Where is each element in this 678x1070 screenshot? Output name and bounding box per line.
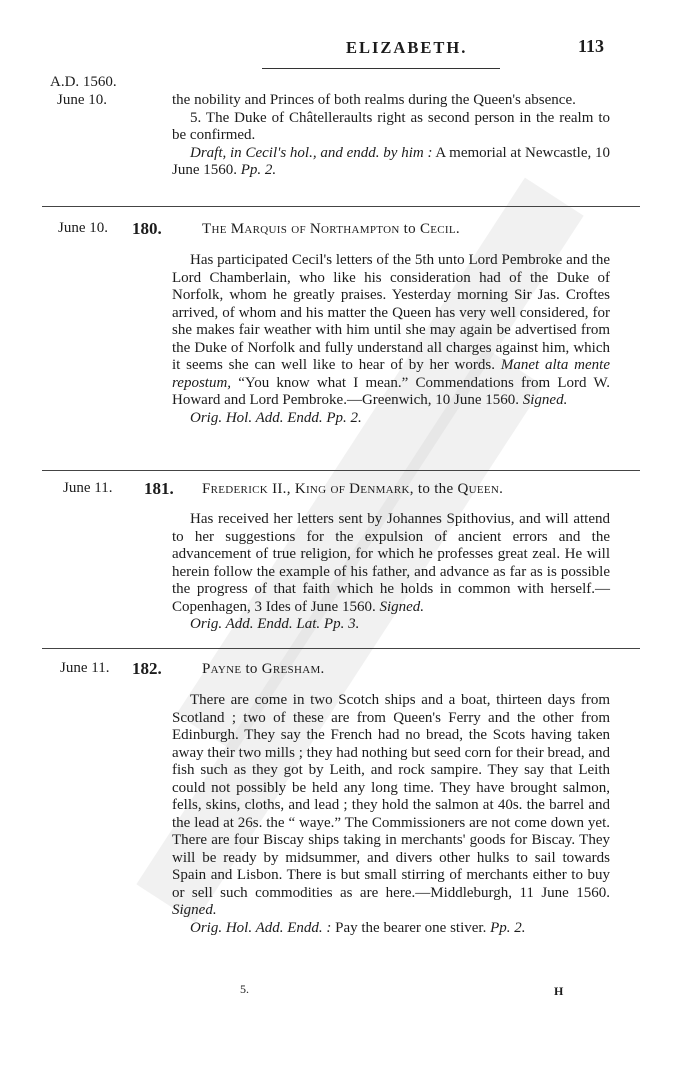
running-title: ELIZABETH. — [346, 38, 468, 57]
page-number: 113 — [578, 36, 605, 56]
header-rule — [262, 68, 500, 69]
entry-number: 180. — [132, 219, 162, 238]
heading-to: to — [241, 661, 262, 677]
body-text: Has participated Cecil's letters of the 5th unto Lord Pembroke and the Lord Chamberlain, who like his consideration had of the Duke of Norfolk, whom he greatly praises. Yesterday morning Sir Jas. Croftes arrived, of whom and his matter the Queen has very well considered, for she makes fair weather with him until she may again be advertised from the Duke of Norfolk and fully understand all charges against him, which it seems she can well like to hear of by her words. — [172, 252, 610, 373]
heading-recipient: Queen. — [457, 481, 504, 497]
entry-number: 181. — [144, 479, 174, 498]
signature-mark-right: H — [554, 984, 564, 998]
signature-mark-left: 5. — [240, 982, 249, 996]
entry-body — [172, 692, 610, 937]
heading-sender: The Marquis of Northampton — [202, 221, 400, 237]
entry-heading — [202, 661, 325, 678]
body-text: There are come in two Scotch ships and a boat, thirteen days from Scotland ; two of these are from Queen's Ferry and the other from Edinburgh. They say the French had no bread, the Scots having taken away their two mills ; they had nothing but seed corn for their bread, and fish such as they got by Leith, and rock sampire. They say that Leith could not possibly be held any long time. They have brought salmon, fells, skins, cloths, and lead ; they hold the salmon at 40s. the barrel and the lead at 26s. the “ waye.” The Commissioners are not come down yet. There are four Biscay ships taking in merchants' goods for Biscay. They will be ready by midsummer, and divers other hulks to sail towards Spain and Lisbon. There is but small stirring of merchants either to buy or sell such commodities as are here.—Middleburgh, 11 June 1560. — [172, 692, 610, 901]
continuation-note — [172, 145, 610, 180]
entry-paragraph — [172, 692, 610, 920]
endorsement-pages: Pp. 2. — [490, 919, 526, 936]
entry-body — [172, 511, 610, 634]
latin-quote: Manet alta mente repostum, — [172, 357, 610, 391]
note-italic: Draft, in Cecil's hol., and endd. by him : — [190, 144, 433, 161]
endorsement-plain: Pay the bearer one stiver. — [331, 919, 487, 936]
note-plain: A memorial at Newcastle, 10 June 1560. — [172, 144, 610, 178]
note-pages: Pp. 2. — [240, 162, 277, 178]
entry-date: June 11. — [60, 660, 110, 676]
margin-date: June 10. — [57, 92, 107, 108]
entry-body — [172, 252, 610, 427]
entry-heading — [202, 221, 460, 238]
section-separator — [42, 648, 640, 649]
endorsement: Orig. Hol. Add. Endd. Pp. 2. — [190, 409, 362, 426]
heading-to: to — [399, 221, 420, 237]
endorsement-italic: Orig. Hol. Add. Endd. : — [190, 919, 332, 936]
entry-heading — [202, 481, 503, 498]
section-separator — [42, 470, 640, 471]
body-text: “You know what I mean.” Commendations from Lord W. Howard and Lord Pembroke.—Greenwich, 10 June 1560. — [172, 374, 610, 408]
heading-recipient: Cecil. — [419, 221, 460, 237]
entry-paragraph — [172, 252, 610, 410]
continuation-line: 5. The Duke of Châtelleraults right as second person in the realm to be confirmed. — [172, 109, 610, 143]
continuation-text — [172, 92, 610, 180]
heading-to: to the — [413, 481, 458, 497]
signed-mark: Signed. — [522, 392, 568, 408]
body-text: Has received her letters sent by Johannes Spithovius, and will attend to her suggestions for the expulsion of ancient errors and the advancement of true religion, for which he professes great zeal. He will herein follow the example of his father, and advance as far as is possible the progress of that faith which he holds in common with herself.—Copenhagen, 3 Ides of June 1560. — [172, 511, 610, 615]
continuation-line: the nobility and Princes of both realms during the Queen's absence. — [172, 92, 576, 108]
section-separator — [42, 206, 640, 207]
signed-mark: Signed. — [172, 902, 217, 918]
heading-sender: Payne — [202, 661, 242, 677]
heading-recipient: Gresham. — [261, 661, 325, 677]
margin-year: A.D. 1560. — [50, 74, 117, 90]
entry-paragraph — [172, 511, 610, 616]
entry-date: June 10. — [58, 220, 108, 236]
heading-sender: Frederick II., King of Denmark, — [202, 481, 414, 497]
entry-date: June 11. — [63, 480, 113, 496]
signed-mark: Signed. — [379, 598, 425, 615]
entry-number: 182. — [132, 659, 162, 678]
endorsement: Orig. Add. Endd. Lat. Pp. 3. — [190, 616, 360, 632]
endorsement — [172, 920, 610, 938]
